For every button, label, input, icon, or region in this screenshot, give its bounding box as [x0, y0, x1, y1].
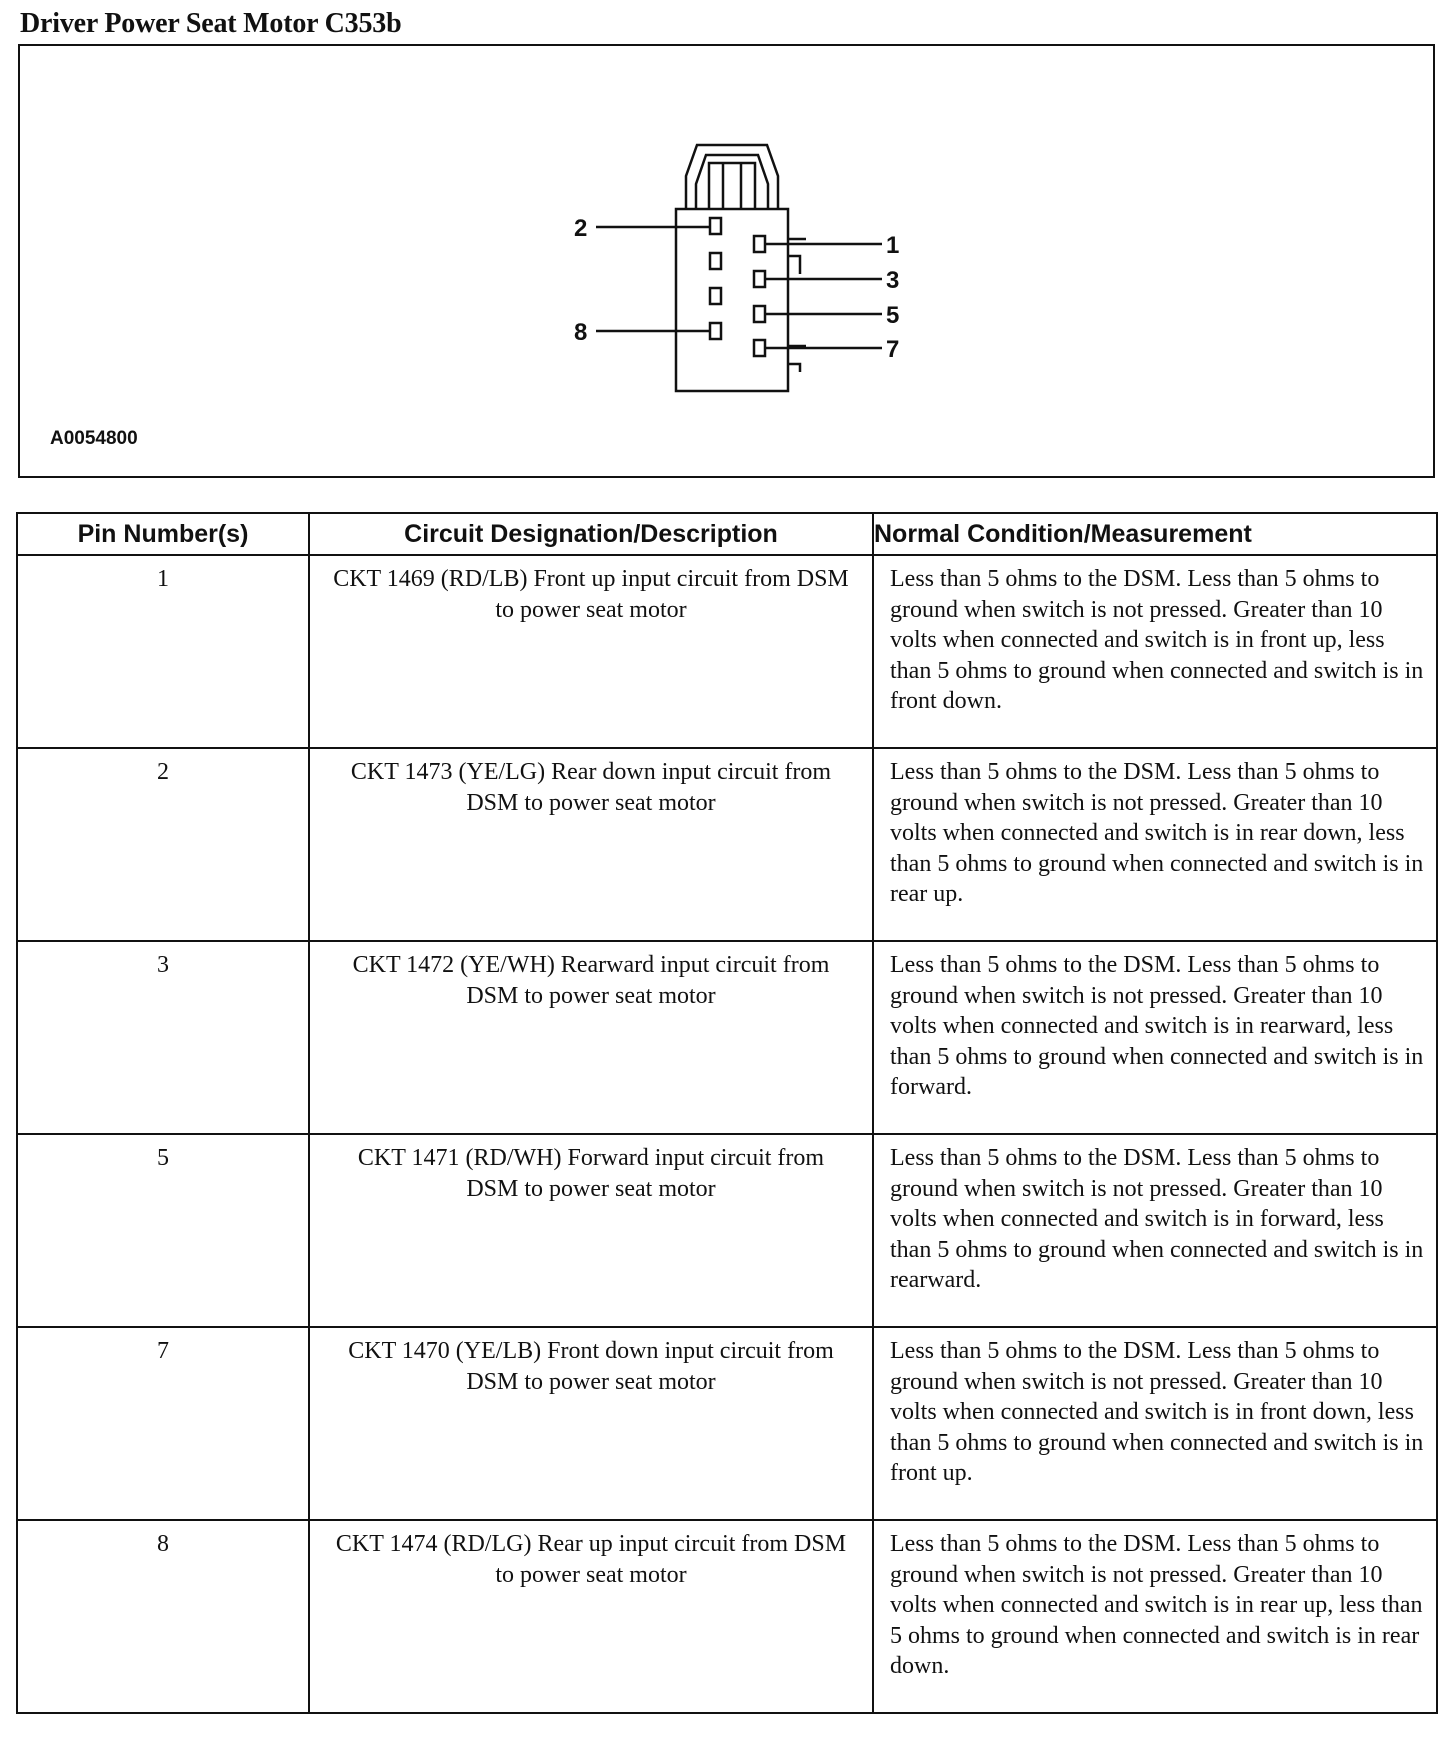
- pin-label-3: 3: [886, 267, 900, 294]
- measurement-cell: Less than 5 ohms to the DSM. Less than 5 ohms to ground when switch is not pressed. Greater than 10 volts when connected and switch is in front down, less than 5 ohms to ground when connected and switch is in front up.: [873, 1327, 1437, 1520]
- table-row: [17, 941, 1437, 1134]
- cavity-4: [710, 253, 721, 269]
- cavity-8: [710, 323, 721, 339]
- header-pin: Pin Number(s): [17, 513, 309, 555]
- table-row: [17, 555, 1437, 748]
- header-circuit: Circuit Designation/Description: [309, 513, 873, 555]
- pin-label-7: 7: [886, 336, 900, 363]
- measurement-cell: Less than 5 ohms to the DSM. Less than 5 ohms to ground when switch is not pressed. Greater than 10 volts when connected and switch is in rearward, less than 5 ohms to ground when connected and switch is in forward.: [873, 941, 1437, 1134]
- circuit-cell: CKT 1471 (RD/WH) Forward input circuit from DSM to power seat motor: [309, 1134, 873, 1327]
- pin-cell: 8: [17, 1520, 309, 1713]
- table-row: [17, 748, 1437, 941]
- table-row: [17, 1134, 1437, 1327]
- measurement-cell: Less than 5 ohms to the DSM. Less than 5 ohms to ground when switch is not pressed. Greater than 10 volts when connected and switch is in rear up, less than 5 ohms to ground when connected and switch is in rear down.: [873, 1520, 1437, 1713]
- table-header-row: [17, 513, 1437, 555]
- circuit-cell: CKT 1470 (YE/LB) Front down input circuit from DSM to power seat motor: [309, 1327, 873, 1520]
- cavity-2: [710, 218, 721, 234]
- pin-label-5: 5: [886, 302, 900, 329]
- cavity-7: [754, 340, 765, 356]
- cavity-5: [754, 306, 765, 322]
- measurement-cell: Less than 5 ohms to the DSM. Less than 5 ohms to ground when switch is not pressed. Greater than 10 volts when connected and switch is in forward, less than 5 ohms to ground when connected and switch is in rearward.: [873, 1134, 1437, 1327]
- circuit-cell: CKT 1474 (RD/LG) Rear up input circuit from DSM to power seat motor: [309, 1520, 873, 1713]
- circuit-cell: CKT 1472 (YE/WH) Rearward input circuit from DSM to power seat motor: [309, 941, 873, 1134]
- pin-cell: 1: [17, 555, 309, 748]
- header-measurement: Normal Condition/Measurement: [873, 513, 1437, 555]
- cavity-6: [710, 288, 721, 304]
- measurement-cell: Less than 5 ohms to the DSM. Less than 5 ohms to ground when switch is not pressed. Greater than 10 volts when connected and switch is in rear down, less than 5 ohms to ground when connected and switch is in rear up.: [873, 748, 1437, 941]
- pin-cell: 7: [17, 1327, 309, 1520]
- pin-label-1: 1: [886, 232, 900, 259]
- figure-id: A0054800: [50, 428, 138, 449]
- pin-cell: 5: [17, 1134, 309, 1327]
- measurement-cell: Less than 5 ohms to the DSM. Less than 5 ohms to ground when switch is not pressed. Greater than 10 volts when connected and switch is in front up, less than 5 ohms to ground when connected and switch is in front down.: [873, 555, 1437, 748]
- circuit-cell: CKT 1469 (RD/LB) Front up input circuit from DSM to power seat motor: [309, 555, 873, 748]
- connector-housing: [676, 209, 788, 391]
- table-row: [17, 1327, 1437, 1520]
- cavity-3: [754, 271, 765, 287]
- pin-table: [16, 512, 1438, 1714]
- table-row: [17, 1520, 1437, 1713]
- connector-figure: [18, 44, 1435, 478]
- pin-cell: 2: [17, 748, 309, 941]
- document-title: Driver Power Seat Motor C353b: [20, 8, 402, 39]
- pin-label-2: 2: [574, 215, 588, 242]
- pin-cell: 3: [17, 941, 309, 1134]
- cavity-1: [754, 236, 765, 252]
- circuit-cell: CKT 1473 (YE/LG) Rear down input circuit from DSM to power seat motor: [309, 748, 873, 941]
- connector-diagram: [20, 46, 1433, 476]
- pin-label-8: 8: [574, 319, 588, 346]
